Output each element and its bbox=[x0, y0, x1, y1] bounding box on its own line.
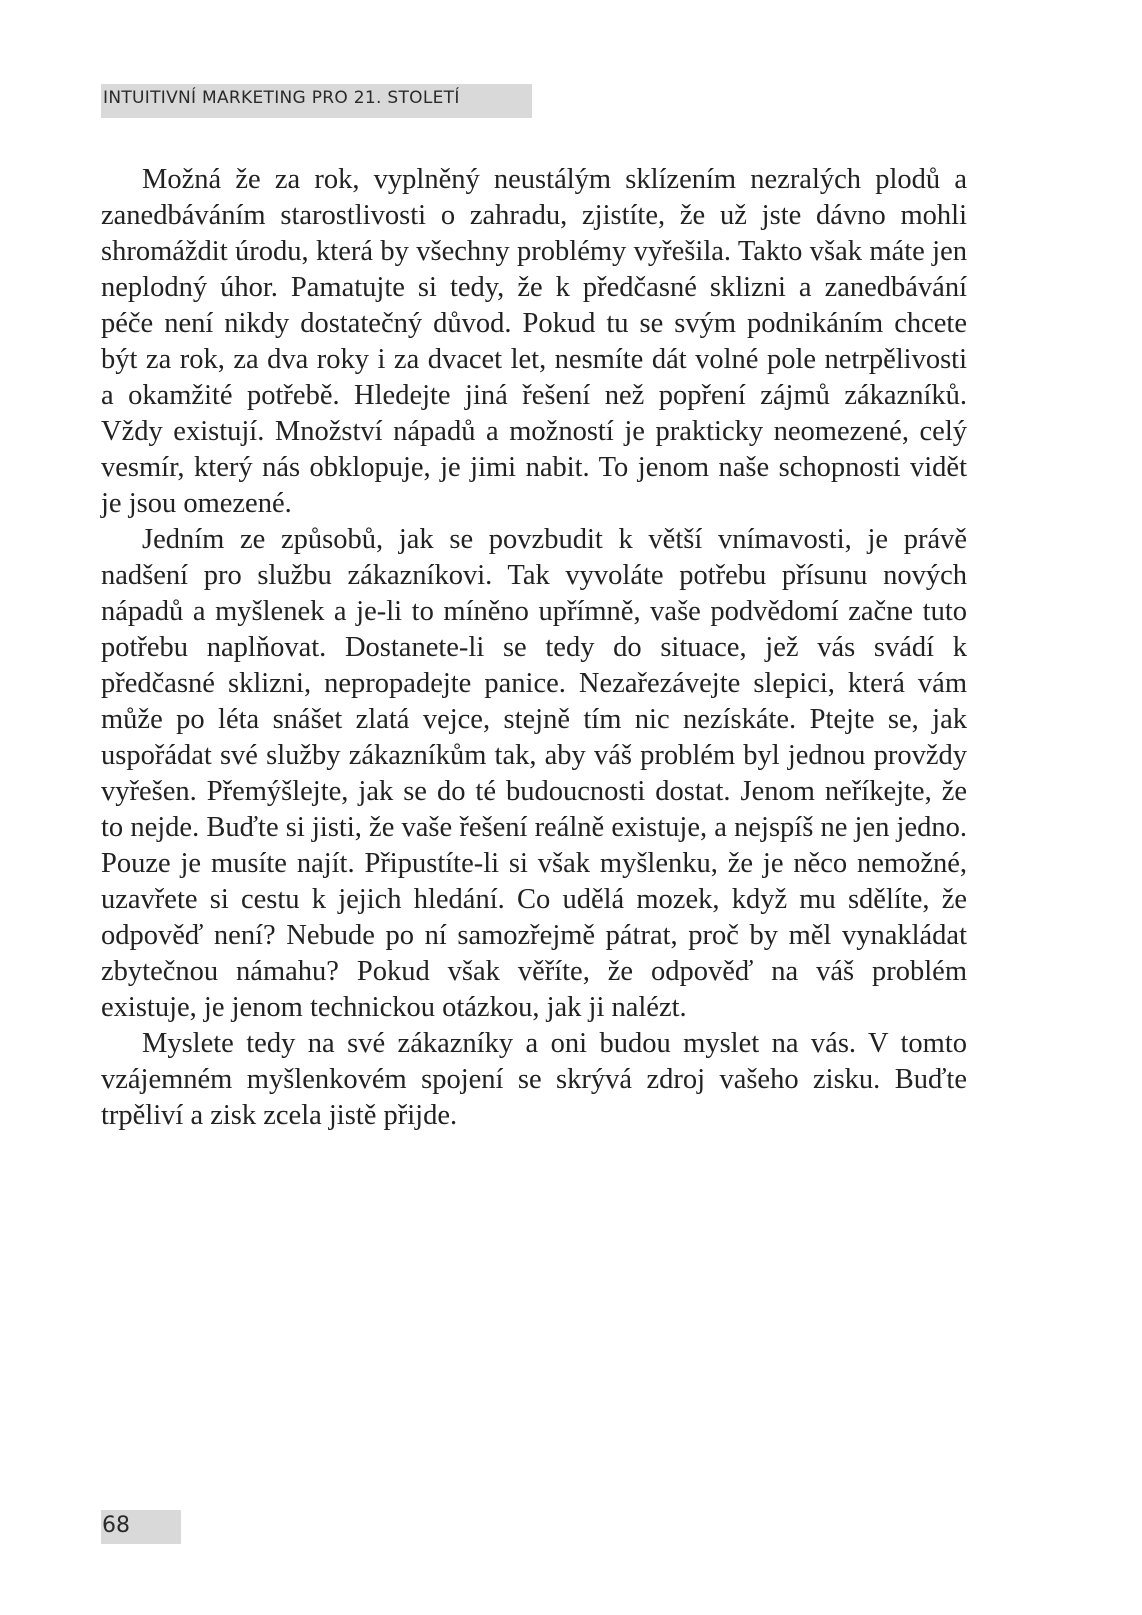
body-text bbox=[101, 162, 967, 1134]
paragraph-2: Jedním ze způsobů, jak se povzbudit k větší vnímavosti, je právě nadšení pro službu zákazníkovi. Tak vyvoláte potřebu přísunu nových nápadů a myšlenek a je-li to míněno upřímně, vaše podvědomí začne tuto potřebu naplňovat. Dostanete-li se tedy do situace, jež vás svádí k předčasné sklizni, nepropadejte panice. Nezařezávejte slepici, která vám může po léta snášet zlatá vejce, stejně tím nic nezískáte. Ptejte se, jak uspořádat své služby zákazníkům tak, aby váš problém byl jednou provždy vyřešen. Přemýšlejte, jak se do té budoucnosti dostat. Jenom neříkejte, že to nejde. Buďte si jisti, že vaše řešení reálně existuje, a nejspíš ne jen jedno. Pouze je musíte najít. Připustíte-li si však myšlenku, že je něco nemožné, uzavřete si cestu k jejich hledání. Co udělá mozek, když mu sdělíte, že odpověď není? Nebude po ní samozřejmě pátrat, proč by měl vynakládat zbytečnou námahu? Pokud však věříte, že odpověď na váš problém existuje, je jenom technickou otázkou, jak ji nalézt. bbox=[101, 524, 967, 1023]
paragraph-1: Možná že za rok, vyplněný neustálým sklízením nezralých plodů a zanedbáváním starostlivosti o zahradu, zjistíte, že už jste dávno mohli shromáždit úrodu, která by všechny problémy vyřešila. Takto však máte jen neplodný úhor. Pamatujte si tedy, že k předčasné sklizni a zanedbávání péče není nikdy dostatečný důvod. Pokud tu se svým podnikáním chcete být za rok, za dva roky i za dvacet let, nesmíte dát volné pole netrpělivosti a okamžité potřebě. Hledejte jiná řešení než popření zájmů zákazníků. Vždy existují. Množství nápadů a možností je prakticky neomezené, celý vesmír, který nás obklopuje, je jimi nabit. To jenom naše schopnosti vidět je jsou omezené. bbox=[101, 164, 967, 519]
paragraph-3: Myslete tedy na své zákazníky a oni budou myslet na vás. V tomto vzájemném myšlenkovém spojení se skrývá zdroj vašeho zisku. Buďte trpěliví a zisk zcela jistě přijde. bbox=[101, 1028, 967, 1131]
page-number: 68 bbox=[101, 1510, 181, 1544]
running-header: INTUITIVNÍ MARKETING PRO 21. STOLETÍ bbox=[101, 84, 532, 118]
